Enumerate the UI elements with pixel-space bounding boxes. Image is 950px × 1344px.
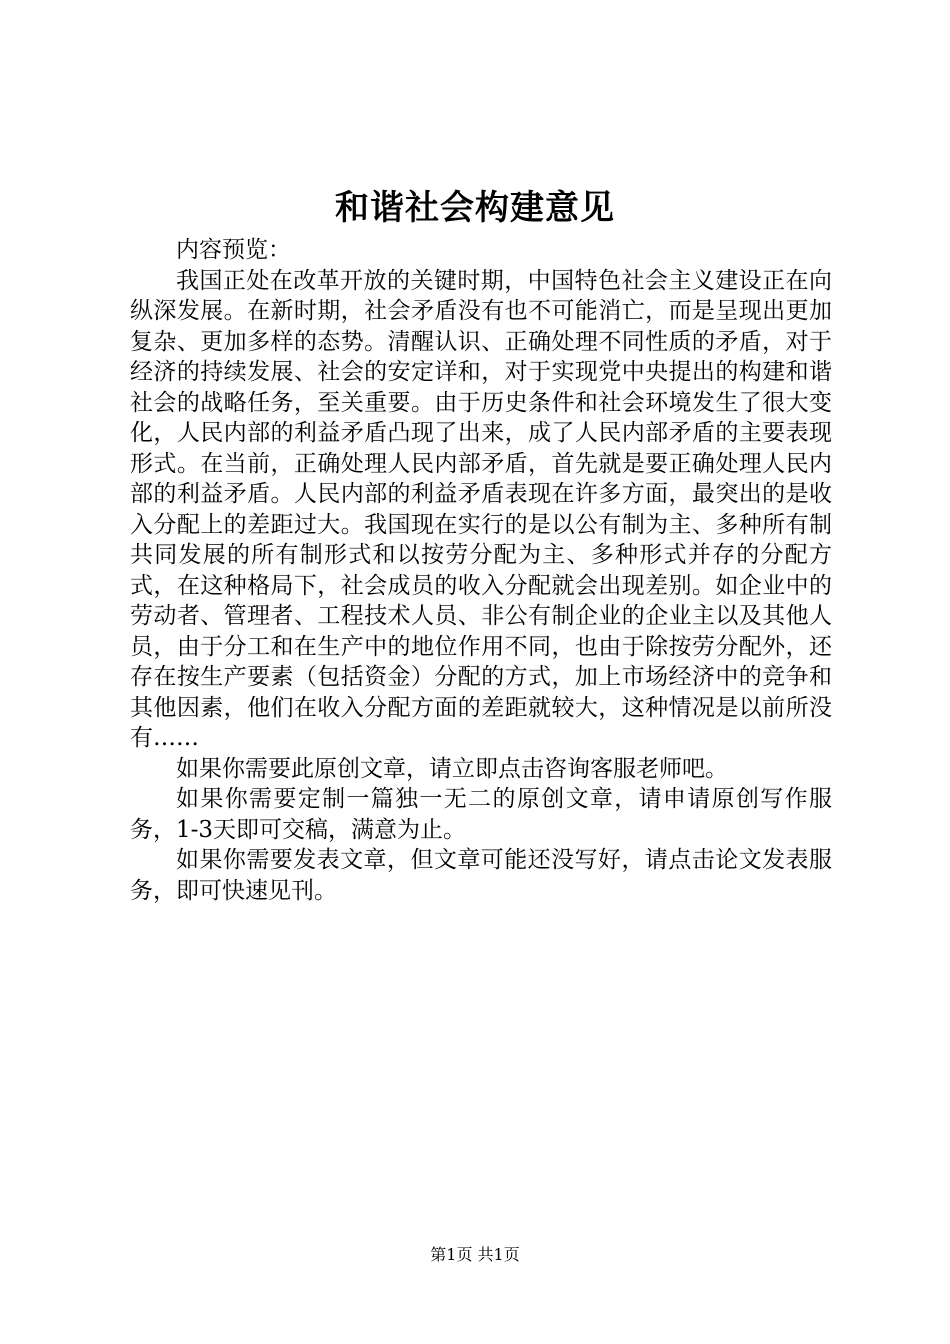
document-body [130, 235, 832, 906]
page-number-footer: 第1页 共1页 [430, 1245, 520, 1264]
body-paragraph-publishing: 如果你需要发表文章，但文章可能还没写好，请点击论文发表服务，即可快速见刊。 [130, 847, 832, 904]
body-paragraph-consult: 如果你需要此原创文章，请立即点击咨询客服老师吧。 [176, 755, 728, 782]
body-paragraph-custom-writing: 如果你需要定制一篇独一无二的原创文章，请申请原创写作服务，1-3天即可交稿，满意为止。 [130, 786, 832, 843]
preview-label: 内容预览： [176, 237, 291, 263]
body-paragraph-main: 我国正处在改革开放的关键时期，中国特色社会主义建设正在向纵深发展。在新时期，社会矛盾没有也不可能消亡，而是呈现出更加复杂、更加多样的态势。清醒认识、正确处理不同性质的矛盾，对于经济的持续发展、社会的安定详和，对于实现党中央提出的构建和谐社会的战略任务，至关重要。由于历史条件和社会环境发生了很大变化，人民内部的利益矛盾凸现了出来，成了人民内部矛盾的主要表现形式。在当前，正确处理人民内部矛盾，首先就是要正确处理人民内部的利益矛盾。人民内部的利益矛盾表现在许多方面，最突出的是收入分配上的差距过大。我国现在实行的是以公有制为主、多种所有制共同发展的所有制形式和以按劳分配为主、多种形式并存的分配方式，在这种格局下，社会成员的收入分配就会出现差别。如企业中的劳动者、管理者、工程技术人员、非公有制企业的企业主以及其他人员，由于分工和在生产中的地位作用不同，也由于除按劳分配外，还存在按生产要素（包括资金）分配的方式，加上市场经济中的竞争和其他因素，他们在收入分配方面的差距就较大，这种情况是以前所没有…… [130, 267, 832, 751]
document-title: 和谐社会构建意见 [335, 188, 615, 228]
